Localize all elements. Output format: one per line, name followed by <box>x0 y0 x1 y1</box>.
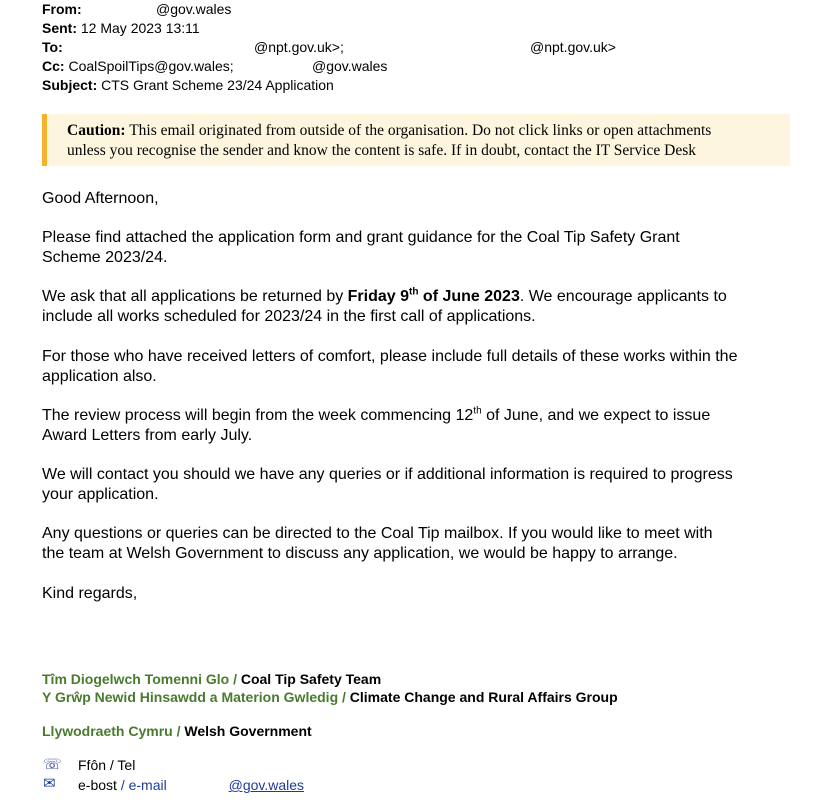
gov-english: Welsh Government <box>184 723 312 739</box>
signature-group <box>42 688 618 706</box>
caution-line-1 <box>67 121 790 141</box>
cc-recipient-1: CoalSpoilTips@gov.wales; <box>68 58 234 74</box>
cc-label: Cc: <box>42 58 65 74</box>
caution-line-2: unless you recognise the sender and know the content is safe. If in doubt, contact the IT Service Desk <box>67 142 697 159</box>
paragraph-2-pre: We ask that all applications be returned by <box>42 288 348 305</box>
paragraph-5 <box>42 465 802 505</box>
paragraph-6-line-1: Any questions or queries can be directed to the Coal Tip mailbox. If you would like to meet with <box>42 525 713 542</box>
team-welsh: Tîm Diogelwch Tomenni Glo / <box>42 671 237 687</box>
tel-label: Ffôn / Tel <box>78 757 136 773</box>
paragraph-4-line-2: Award Letters from early July. <box>42 427 253 444</box>
to-recipient-1: @npt.gov.uk>; <box>254 39 344 55</box>
email-label-welsh: e-bost <box>78 777 117 793</box>
subject-label: Subject: <box>42 77 98 93</box>
sent-row <box>42 19 200 38</box>
cc-recipient-2: @gov.wales <box>312 58 388 74</box>
email-row <box>78 776 304 794</box>
to-label: To: <box>42 39 63 55</box>
to-recipient-2: @npt.gov.uk> <box>530 39 616 55</box>
gov-welsh: Llywodraeth Cymru / <box>42 723 181 739</box>
paragraph-4-line-1 <box>42 406 802 426</box>
paragraph-4-post: of June, and we expect to issue <box>481 407 711 424</box>
paragraph-6-line-2: the team at Welsh Government to discuss any application, we would be happy to arrange. <box>42 545 678 562</box>
group-welsh: Y Grŵp Newid Hinsawdd a Materion Gwledig / <box>42 689 346 705</box>
email-link[interactable]: @gov.wales <box>228 777 305 793</box>
paragraph-6 <box>42 524 802 564</box>
paragraph-4-pre: The review process will begin from the week commencing 12 <box>42 407 474 424</box>
paragraph-1 <box>42 228 802 268</box>
from-value: @gov.wales <box>156 1 232 17</box>
deadline-date <box>348 288 520 305</box>
closing: Kind regards, <box>42 585 138 602</box>
group-english: Climate Change and Rural Affairs Group <box>349 689 618 705</box>
team-english: Coal Tip Safety Team <box>240 671 382 687</box>
greeting: Good Afternoon, <box>42 190 159 207</box>
paragraph-3-line-1: For those who have received letters of comfort, please include full details of these works within the <box>42 348 738 365</box>
paragraph-2 <box>42 287 802 327</box>
paragraph-5-line-2: your application. <box>42 486 159 503</box>
deadline-day: Friday 9 <box>347 288 410 305</box>
paragraph-3-line-2: application also. <box>42 368 157 385</box>
signature-government <box>42 722 312 740</box>
email-label-english: / e-mail <box>120 777 167 793</box>
from-row <box>42 0 82 19</box>
deadline-month: of June 2023 <box>418 288 520 305</box>
caution-banner <box>42 114 790 166</box>
paragraph-2-line-1 <box>42 287 802 307</box>
paragraph-1-line-2: Scheme 2023/24. <box>42 249 168 266</box>
phone-icon: ☏ <box>43 755 62 773</box>
from-label: From: <box>42 1 82 17</box>
cc-row <box>42 57 234 76</box>
subject-value: CTS Grant Scheme 23/24 Application <box>101 77 334 93</box>
sent-value: 12 May 2023 13:11 <box>80 20 200 36</box>
caution-label: Caution: <box>67 122 126 139</box>
paragraph-2-post: . We encourage applicants to <box>519 288 727 305</box>
paragraph-2-line-2: include all works scheduled for 2023/24 in the first call of applications. <box>42 308 536 325</box>
caution-text-1: This email originated from outside of the organisation. Do not click links or open attachments <box>129 122 712 139</box>
paragraph-3 <box>42 347 802 387</box>
envelope-icon: ✉ <box>43 774 56 792</box>
paragraph-4 <box>42 406 802 446</box>
signature-team <box>42 670 381 688</box>
subject-row <box>42 76 334 95</box>
paragraph-1-line-1: Please find attached the application form and grant guidance for the Coal Tip Safety Grant <box>42 229 680 246</box>
review-ordinal: th <box>473 405 482 417</box>
deadline-ordinal: th <box>409 286 419 298</box>
to-row <box>42 38 63 57</box>
sent-label: Sent: <box>42 20 77 36</box>
paragraph-5-line-1: We will contact you should we have any queries or if additional information is required to progress <box>42 466 733 483</box>
